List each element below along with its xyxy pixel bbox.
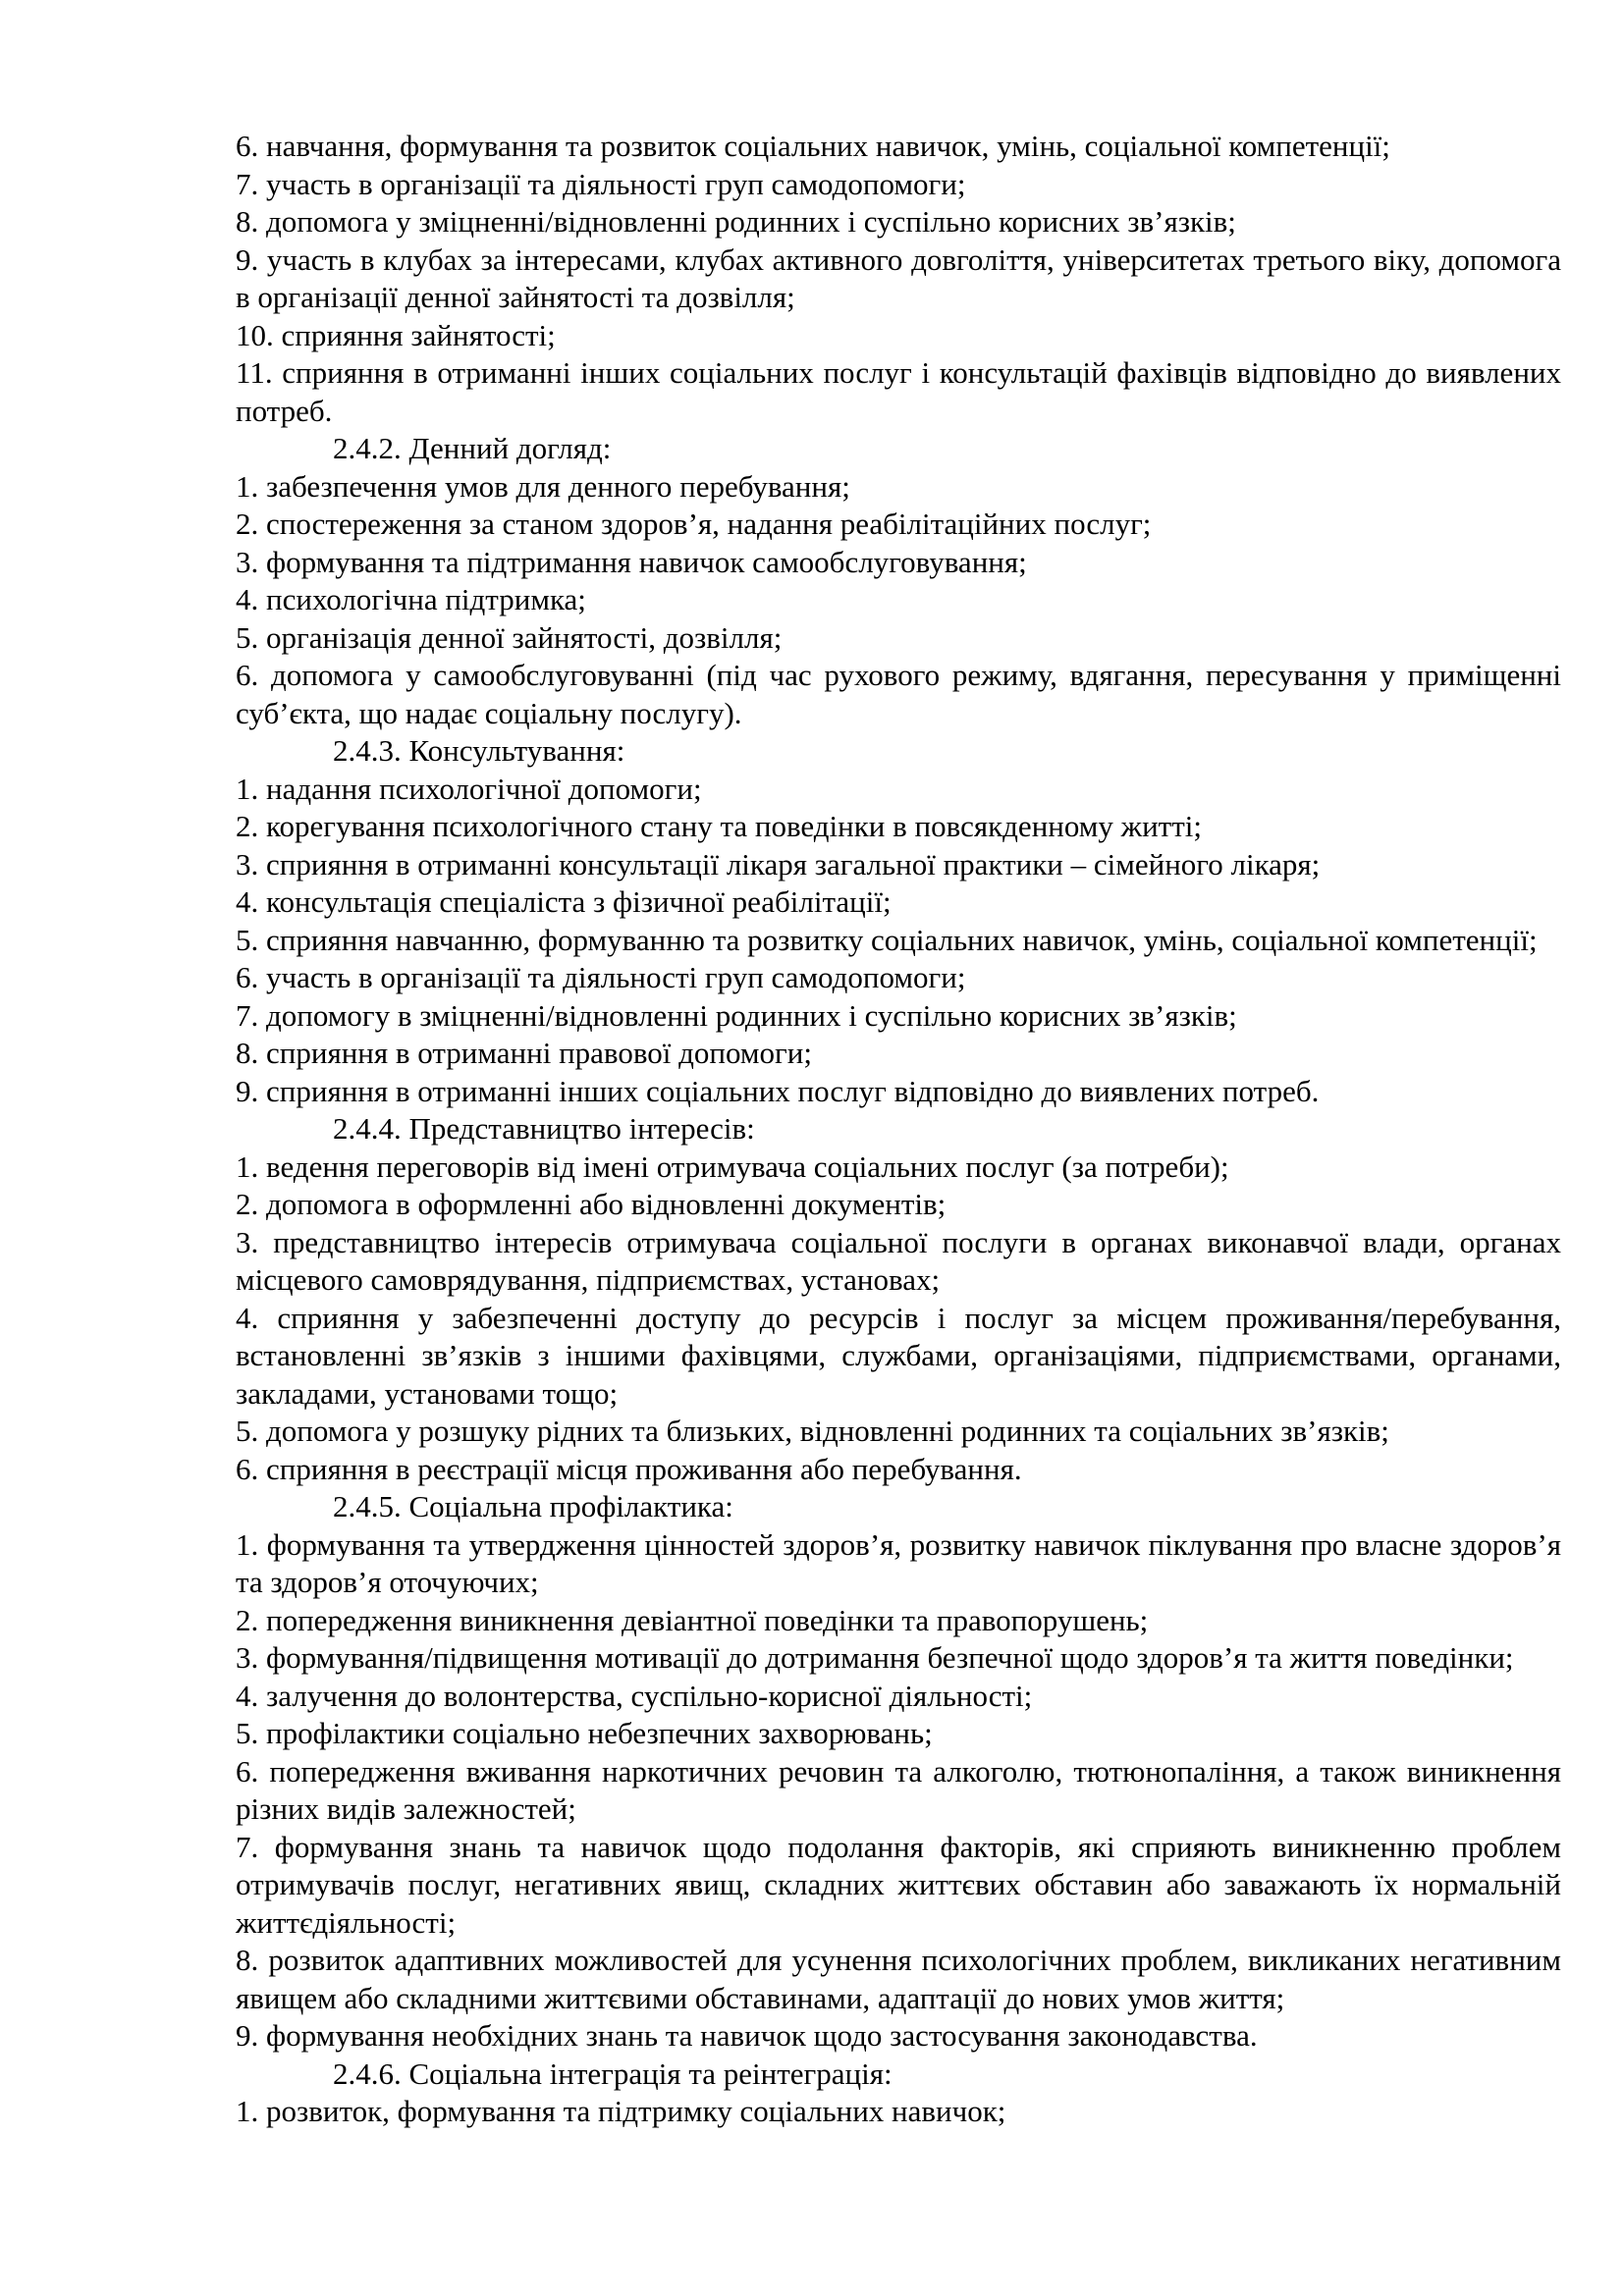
list-item: 6. сприяння в реєстрації місця проживання або перебування.	[236, 1451, 1022, 1486]
list-item: 11. сприяння в отриманні інших соціальних послуг і консультацій фахівців відповідно до виявлених потреб.	[236, 355, 1561, 428]
list-item: 3. формування/підвищення мотивації до дотримання безпечної щодо здоров’я та життя поведінки;	[236, 1640, 1514, 1675]
section-heading: 2.4.5. Соціальна профілактика:	[333, 1489, 733, 1523]
section-heading: 2.4.2. Денний догляд:	[333, 431, 612, 465]
list-item: 6. навчання, формування та розвиток соціальних навичок, умінь, соціальної компетенції;	[236, 129, 1390, 163]
list-item: 7. участь в організації та діяльності груп самодопомоги;	[236, 166, 966, 201]
list-item: 3. представництво інтересів отримувача соціальної послуги в органах виконавчої влади, органах місцевого самоврядування, підприємствах, установах;	[236, 1224, 1561, 1297]
list-item: 1. забезпечення умов для денного перебування;	[236, 468, 850, 504]
list-item: 4. залучення до волонтерства, суспільно-корисної діяльності;	[236, 1678, 1033, 1713]
list-item: 1. розвиток, формування та підтримку соціальних навичок;	[236, 2094, 1006, 2128]
list-item: 1. формування та утвердження цінностей здоров’я, розвитку навичок піклування про власне здоров’я та здоров’я оточуючих;	[236, 1526, 1561, 1599]
list-item: 2. допомога в оформленні або відновленні документів;	[236, 1187, 947, 1221]
list-item: 2. попередження виникнення девіантної поведінки та правопорушень;	[236, 1602, 1149, 1637]
list-item: 10. сприяння зайнятості;	[236, 317, 556, 352]
section-heading: 2.4.4. Представництво інтересів:	[333, 1111, 755, 1146]
list-item: 2. корегування психологічного стану та поведінки в повсякденному житті;	[236, 809, 1202, 843]
list-item: 3. сприяння в отриманні консультації лікаря загальної практики – сімейного лікаря;	[236, 846, 1321, 881]
list-item: 9. сприяння в отриманні інших соціальних послуг відповідно до виявлених потреб.	[236, 1073, 1320, 1108]
list-item: 8. розвиток адаптивних можливостей для усунення психологічних проблем, викликаних негативним явищем або складними життєвими обставинами, адаптації до нових умов життя;	[236, 1943, 1561, 2015]
list-item: 1. ведення переговорів від імені отримувача соціальних послуг (за потреби);	[236, 1148, 1229, 1184]
list-item: 3. формування та підтримання навичок самообслуговування;	[236, 544, 1027, 579]
list-item: 6. участь в організації та діяльності груп самодопомоги;	[236, 960, 966, 994]
document-page	[236, 128, 1561, 2131]
list-item: 4. психологічна підтримка;	[236, 582, 586, 616]
list-item: 5. профілактики соціально небезпечних захворювань;	[236, 1716, 933, 1750]
section-heading: 2.4.6. Соціальна інтеграція та реінтеграція:	[333, 2056, 893, 2091]
list-item: 8. сприяння в отриманні правової допомоги;	[236, 1036, 812, 1070]
list-item: 4. консультація спеціаліста з фізичної реабілітації;	[236, 884, 892, 919]
list-item: 4. сприяння у забезпеченні доступу до ресурсів і послуг за місцем проживання/перебування, встановленні зв’язків з іншими фахівцями, службами, організаціями, підприємствами, органами, закладами, установами тощо;	[236, 1300, 1561, 1411]
list-item: 5. сприяння навчанню, формуванню та розвитку соціальних навичок, умінь, соціальної компетенції;	[236, 922, 1538, 957]
list-item: 7. формування знань та навичок щодо подолання факторів, які сприяють виникненню проблем отримувачів послуг, негативних явищ, складних життєвих обставин або заважають їх нормальній життєдіяльності;	[236, 1829, 1561, 1940]
list-item: 1. надання психологічної допомоги;	[236, 771, 702, 806]
list-item: 5. організація денної зайнятості, дозвілля;	[236, 619, 783, 655]
list-item: 5. допомога у розшуку рідних та близьких, відновленні родинних та соціальних зв’язків;	[236, 1414, 1389, 1448]
list-item: 6. допомога у самообслуговуванні (під час рухового режиму, вдягання, пересування у приміщенні суб’єкта, що надає соціальну послугу).	[236, 658, 1561, 730]
list-item: 2. спостереження за станом здоров’я, надання реабілітаційних послуг;	[236, 507, 1152, 541]
list-item: 6. попередження вживання наркотичних речовин та алкоголю, тютюнопаління, а також виникнення різних видів залежностей;	[236, 1753, 1561, 1826]
list-item: 9. формування необхідних знань та навичок щодо застосування законодавства.	[236, 2018, 1258, 2053]
list-item: 8. допомога у зміцненні/відновленні родинних і суспільно корисних зв’язків;	[236, 204, 1236, 239]
section-heading: 2.4.3. Консультування:	[333, 733, 625, 768]
list-item: 9. участь в клубах за інтересами, клубах активного довголіття, університетах третього віку, допомога в організації денної зайнятості та дозвілля;	[236, 241, 1561, 314]
list-item: 7. допомогу в зміцненні/відновленні родинних і суспільно корисних зв’язків;	[236, 997, 1237, 1033]
